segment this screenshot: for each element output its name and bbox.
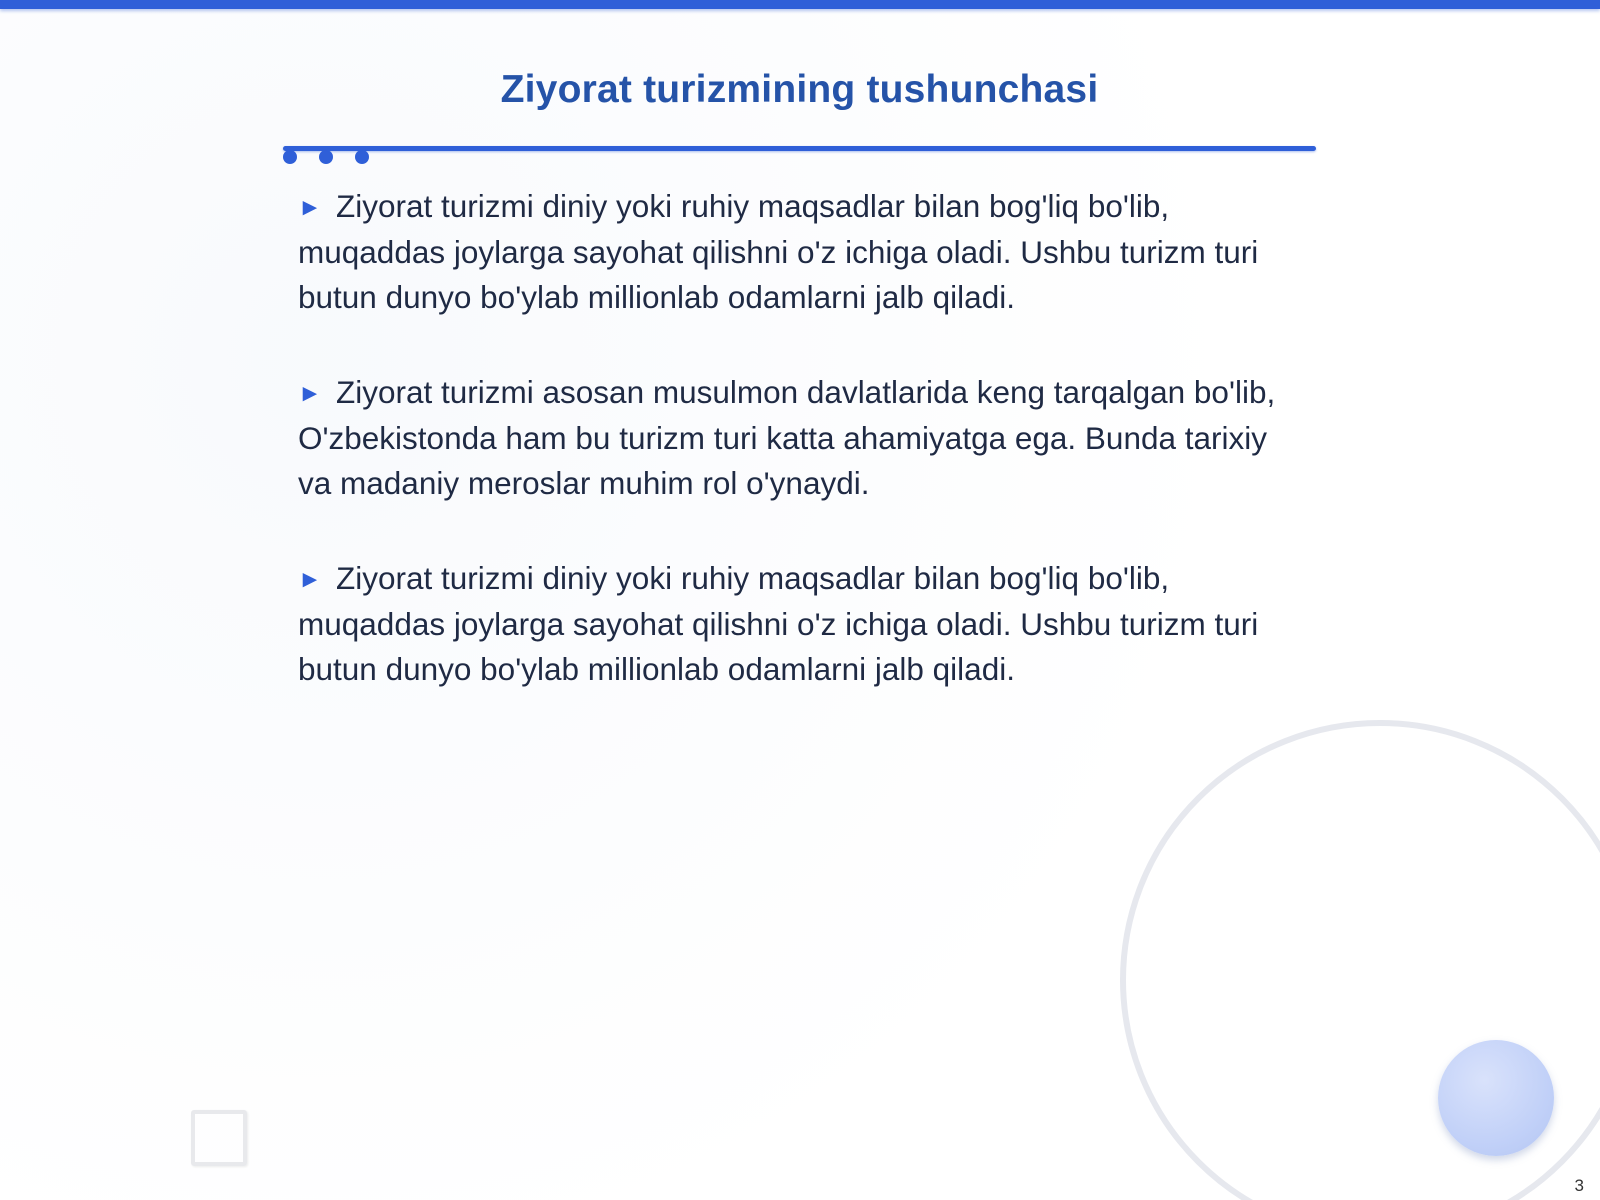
- decorative-square: [191, 1110, 247, 1166]
- bullet-arrow-icon: ►: [298, 194, 322, 221]
- title-divider: [283, 146, 1316, 151]
- bullet-item: [298, 556, 1308, 692]
- decorative-blue-circle: [1438, 1040, 1554, 1156]
- divider-dot: [355, 150, 369, 164]
- bullet-arrow-icon: ►: [298, 380, 322, 407]
- bullet-text: Ziyorat turizmi diniy yoki ruhiy maqsadlar bilan bog'liq bo'lib, muqaddas joylarga sayohat qilishni o'z ichiga oladi. Ushbu turizm turi butun dunyo bo'ylab millionlab odamlarni jalb qiladi.: [298, 560, 1259, 687]
- bullet-text: Ziyorat turizmi asosan musulmon davlatlarida keng tarqalgan bo'lib, O'zbekistonda ham bu turizm turi katta ahamiyatga ega. Bunda tarixiy va madaniy meroslar muhim rol o'ynaydi.: [298, 374, 1276, 501]
- top-accent-bar: [0, 0, 1600, 9]
- page-number: 3: [1574, 1176, 1584, 1195]
- divider-dot: [319, 150, 333, 164]
- bullet-item: [298, 184, 1308, 320]
- divider-dot: [283, 150, 297, 164]
- slide-title: Ziyorat turizmining tushunchasi: [500, 68, 1099, 111]
- bullet-text: Ziyorat turizmi diniy yoki ruhiy maqsadlar bilan bog'liq bo'lib, muqaddas joylarga sayohat qilishni o'z ichiga oladi. Ushbu turizm turi butun dunyo bo'ylab millionlab odamlarni jalb qiladi.: [298, 188, 1259, 315]
- bullet-item: [298, 370, 1308, 506]
- bullet-arrow-icon: ►: [298, 566, 322, 593]
- bullet-list: [298, 184, 1308, 742]
